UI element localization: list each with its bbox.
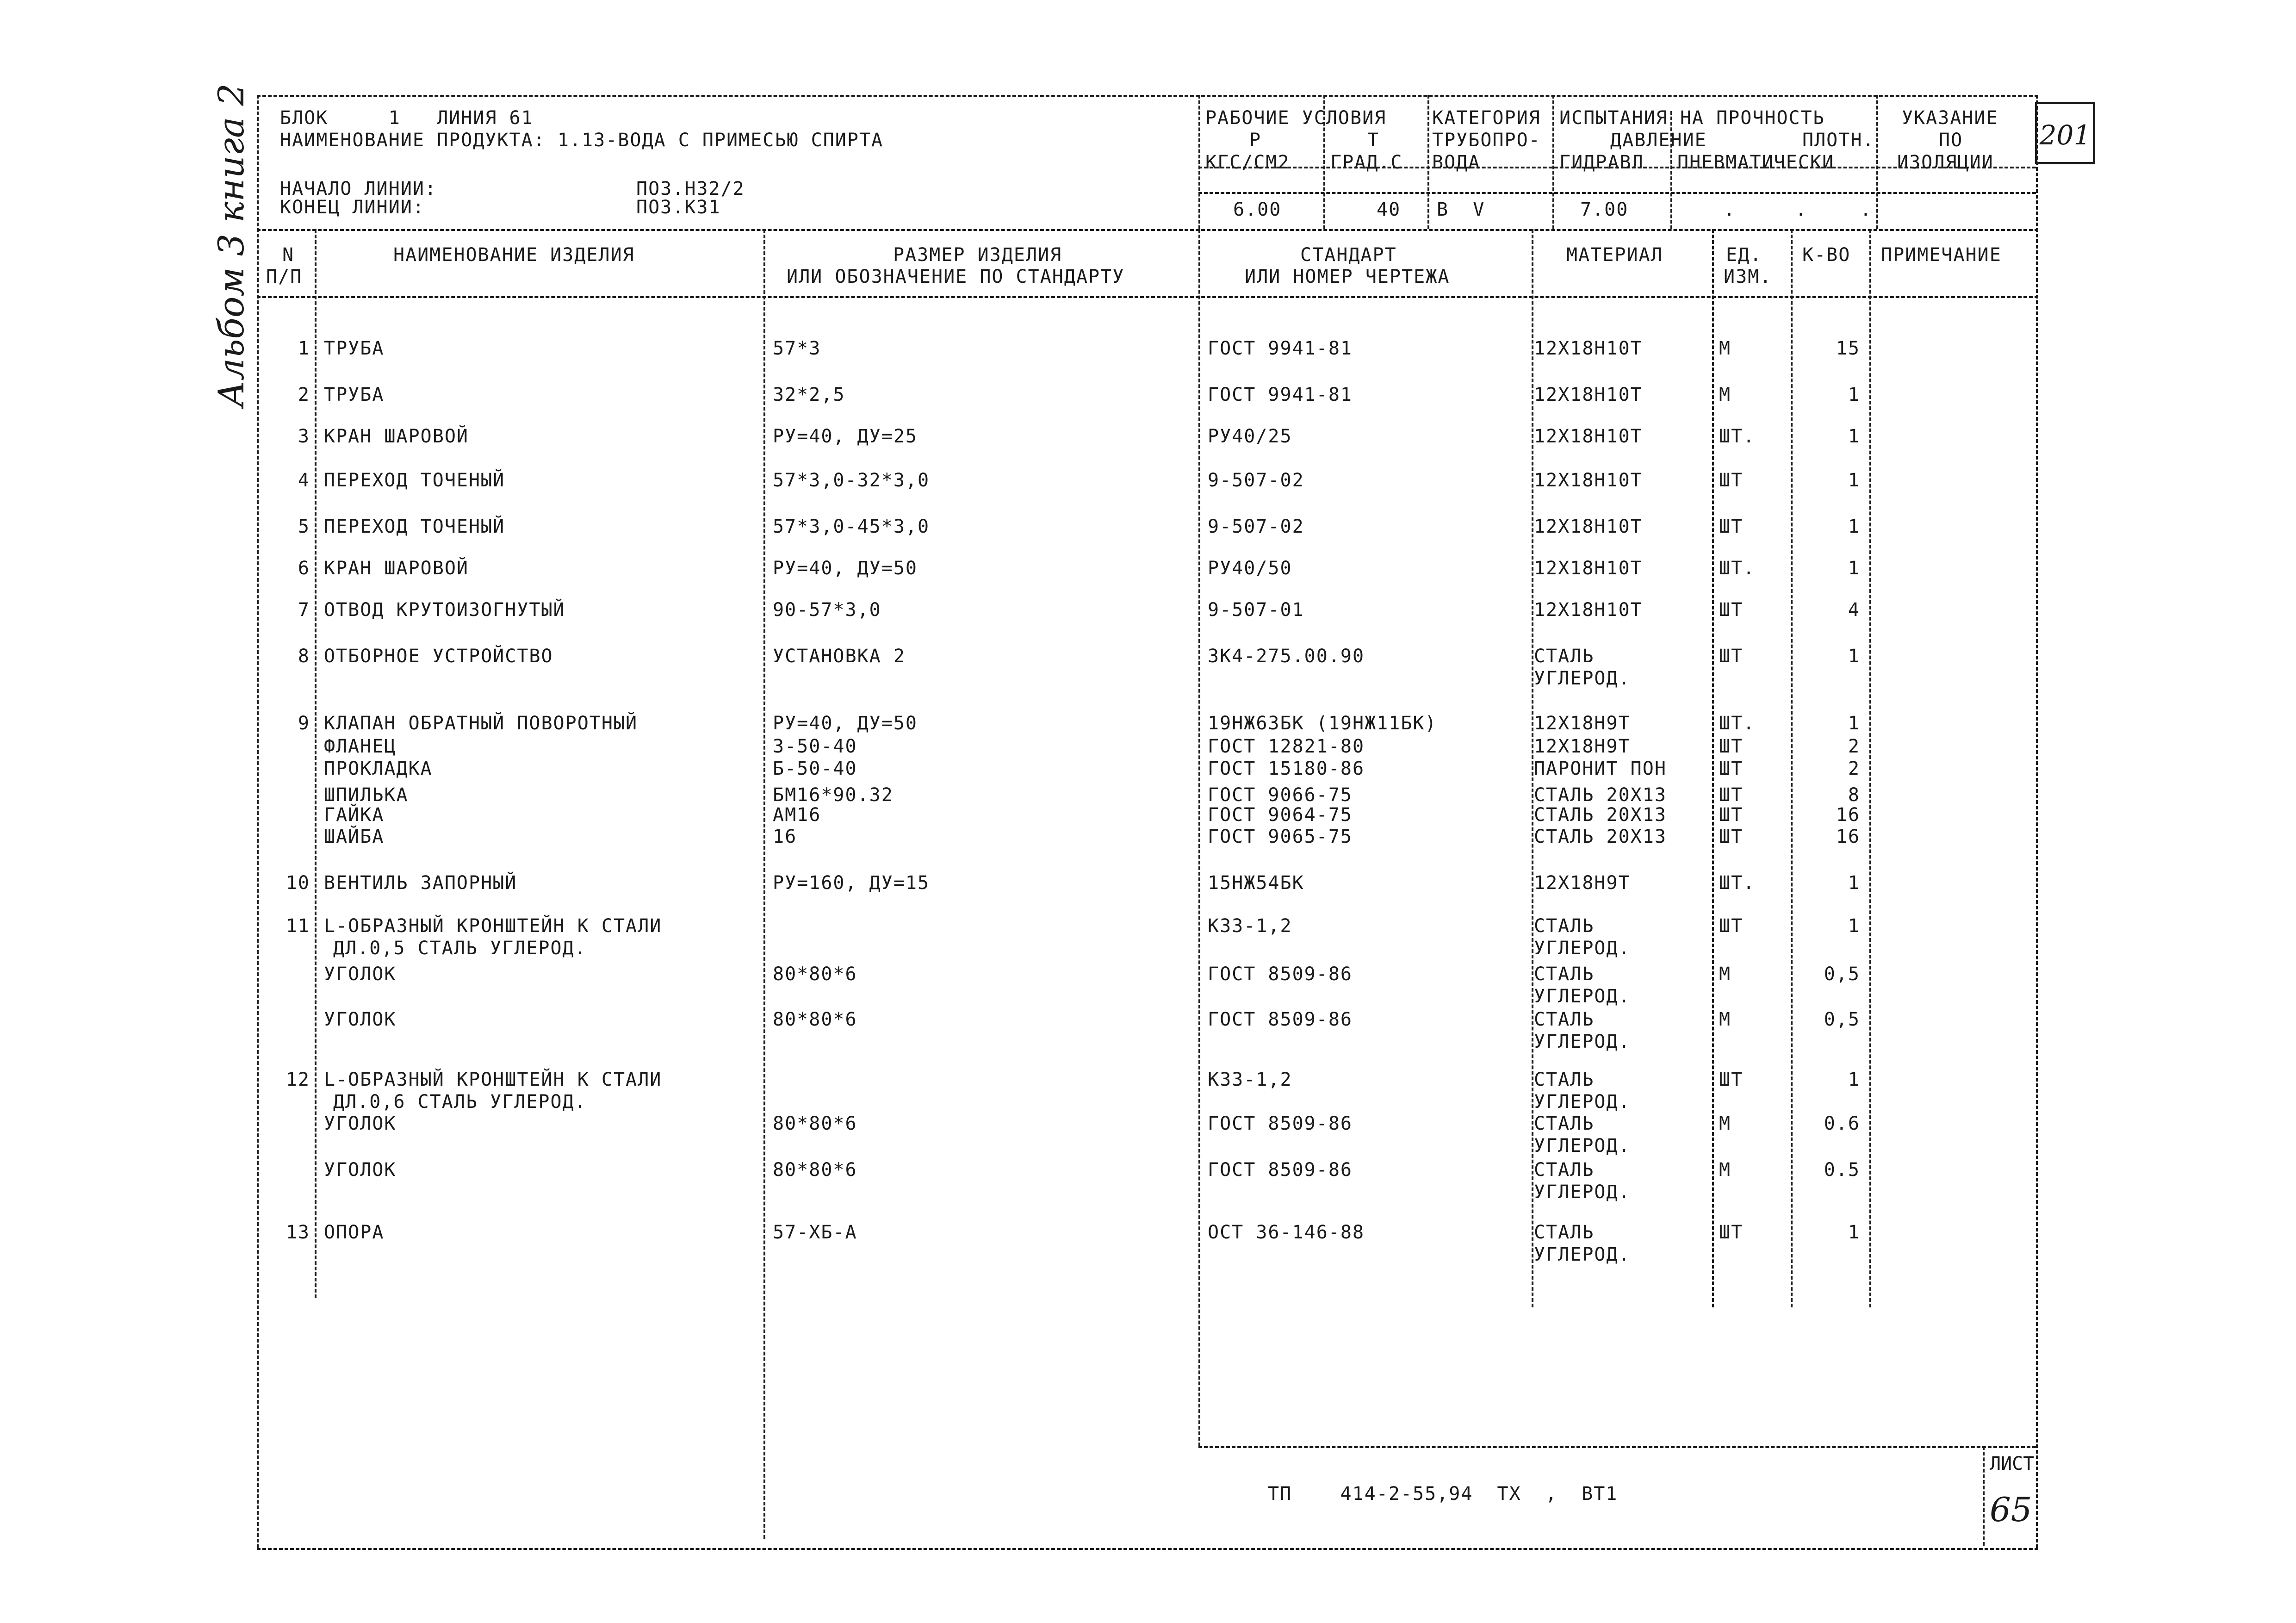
row-unit: ШТ xyxy=(1719,516,1744,537)
row-size: РУ=160, ДУ=15 xyxy=(773,872,930,894)
cond-work-title: РАБОЧИЕ УСЛОВИЯ xyxy=(1205,107,1387,129)
row-quantity: 1 xyxy=(1848,646,1860,667)
col-div-num xyxy=(315,229,316,1298)
row-standard: ГОСТ 8509-86 xyxy=(1208,1159,1353,1181)
row-size: 16 xyxy=(773,826,797,847)
colhead-std-2: ИЛИ НОМЕР ЧЕРТЕЖА xyxy=(1245,266,1450,287)
row-unit: ШТ xyxy=(1719,804,1744,826)
row-standard: ГОСТ 12821-80 xyxy=(1208,736,1365,757)
cond-val-hyd: 7.00 xyxy=(1580,199,1629,220)
row-material: 12Х18Н9Т xyxy=(1534,872,1631,894)
row-number: 3 xyxy=(298,426,310,447)
row-material: 12Х18Н10Т xyxy=(1534,426,1643,447)
row-quantity: 1 xyxy=(1848,713,1860,734)
cond-val-cat: В V xyxy=(1437,199,1485,220)
cond-val-p: 6.00 xyxy=(1233,199,1282,220)
row-standard: ГОСТ 8509-86 xyxy=(1208,964,1353,985)
row-material-detail: УГЛЕРОД. xyxy=(1534,1031,1631,1052)
row-standard: ГОСТ 9941-81 xyxy=(1208,338,1353,359)
doc-code: ТП 414-2-55,94 ТХ , ВТ1 xyxy=(1268,1483,1618,1505)
row-name: ПРОКЛАДКА xyxy=(324,758,433,779)
row-standard: ГОСТ 9066-75 xyxy=(1208,784,1353,806)
row-size: 80*80*6 xyxy=(773,1009,857,1030)
row-number: 5 xyxy=(298,516,310,537)
sheet-number: 65 xyxy=(1990,1490,2032,1529)
col-div-mat xyxy=(1712,229,1714,1307)
block-line: БЛОК 1 ЛИНИЯ 61 xyxy=(280,107,534,129)
row-number: 13 xyxy=(285,1222,310,1243)
row-number: 9 xyxy=(298,713,310,734)
row-quantity: 1 xyxy=(1848,516,1860,537)
colhead-unit-1: ЕД. xyxy=(1726,244,1762,266)
row-quantity: 16 xyxy=(1836,804,1860,826)
row-material-detail: УГЛЕРОД. xyxy=(1534,938,1631,959)
row-quantity: 4 xyxy=(1848,599,1860,621)
row-standard: ГОСТ 9941-81 xyxy=(1208,384,1353,405)
row-material: СТАЛЬ xyxy=(1534,1009,1595,1030)
row-material: СТАЛЬ 20Х13 xyxy=(1534,804,1667,826)
row-number: 1 xyxy=(298,338,310,359)
product-name: НАИМЕНОВАНИЕ ПРОДУКТА: 1.13-ВОДА С ПРИМЕСЬЮ СПИРТА xyxy=(280,130,884,151)
row-quantity: 0.5 xyxy=(1824,1159,1860,1181)
cond-p-unit: КГС/СМ2 xyxy=(1205,152,1290,173)
cond-div-3 xyxy=(1427,95,1429,229)
colhead-std-1: СТАНДАРТ xyxy=(1300,244,1397,266)
row-size: 80*80*6 xyxy=(773,964,857,985)
frame-right xyxy=(2036,95,2038,1548)
row-name: ГАЙКА xyxy=(324,804,385,826)
row-unit: ШТ xyxy=(1719,1222,1744,1243)
row-quantity: 2 xyxy=(1848,758,1860,779)
row-material: СТАЛЬ xyxy=(1534,915,1595,937)
row-material: СТАЛЬ xyxy=(1534,646,1595,667)
row-name: ОПОРА xyxy=(324,1222,385,1243)
row-unit: ШТ xyxy=(1719,470,1744,491)
row-standard: РУ40/50 xyxy=(1208,558,1292,579)
row-quantity: 1 xyxy=(1848,470,1860,491)
row-unit: М xyxy=(1719,1159,1731,1181)
row-name: ОТВОД КРУТОИЗОГНУТЫЙ xyxy=(324,599,565,621)
row-quantity: 15 xyxy=(1836,338,1860,359)
row-quantity: 2 xyxy=(1848,736,1860,757)
cond-val-dot2: . xyxy=(1795,199,1808,220)
row-quantity: 0.6 xyxy=(1824,1113,1860,1134)
cond-div-1 xyxy=(1198,95,1200,229)
frame-bottom xyxy=(257,1548,2038,1550)
row-quantity: 16 xyxy=(1836,826,1860,847)
row-quantity: 1 xyxy=(1848,384,1860,405)
row-name: ШПИЛЬКА xyxy=(324,784,409,806)
row-name: ВЕНТИЛЬ ЗАПОРНЫЙ xyxy=(324,872,517,894)
row-standard: ГОСТ 9064-75 xyxy=(1208,804,1353,826)
col-div-std xyxy=(1532,229,1533,1307)
row-size: 57-ХБ-А xyxy=(773,1222,857,1243)
cond-t: Т xyxy=(1367,130,1380,151)
colhead-size-1: РАЗМЕР ИЗДЕЛИЯ xyxy=(893,244,1062,266)
row-number: 8 xyxy=(298,646,310,667)
row-size: БМ16*90.32 xyxy=(773,784,894,806)
row-unit: ШТ xyxy=(1719,736,1744,757)
row-number: 2 xyxy=(298,384,310,405)
row-standard: К33-1,2 xyxy=(1208,1069,1292,1090)
row-quantity: 0,5 xyxy=(1824,964,1860,985)
row-size: 90-57*3,0 xyxy=(773,599,881,621)
row-size: АМ16 xyxy=(773,804,821,826)
row-standard: ГОСТ 15180-86 xyxy=(1208,758,1365,779)
row-size: 80*80*6 xyxy=(773,1159,857,1181)
row-size: 57*3 xyxy=(773,338,821,359)
colhead-size-2: ИЛИ ОБОЗНАЧЕНИЕ ПО СТАНДАРТУ xyxy=(787,266,1125,287)
row-quantity: 8 xyxy=(1848,784,1860,806)
row-name: L-ОБРАЗНЫЙ КРОНШТЕЙН К СТАЛИ xyxy=(324,1069,662,1090)
row-unit: М xyxy=(1719,338,1731,359)
row-material: 12Х18Н10Т xyxy=(1534,599,1643,621)
row-name: ТРУБА xyxy=(324,338,385,359)
row-unit: ШТ xyxy=(1719,599,1744,621)
cond-cat-2: ТРУБОПРО- xyxy=(1432,130,1541,151)
cond-div-6 xyxy=(1876,95,1878,229)
row-size: 57*3,0-45*3,0 xyxy=(773,516,930,537)
row-size: УСТАНОВКА 2 xyxy=(773,646,906,667)
colhead-note: ПРИМЕЧАНИЕ xyxy=(1881,244,2002,266)
row-material-detail: УГЛЕРОД. xyxy=(1534,986,1631,1007)
row-size: РУ=40, ДУ=50 xyxy=(773,558,918,579)
page-stamp: 201 xyxy=(2035,102,2095,164)
row-material: 12Х18Н10Т xyxy=(1534,338,1643,359)
row-size: Б-50-40 xyxy=(773,758,857,779)
row-number: 10 xyxy=(285,872,310,894)
row-material: 12Х18Н9Т xyxy=(1534,713,1631,734)
row-material: 12Х18Н10Т xyxy=(1534,384,1643,405)
row-quantity: 1 xyxy=(1848,915,1860,937)
footer-sep xyxy=(1198,1446,2036,1448)
row-material: СТАЛЬ xyxy=(1534,964,1595,985)
row-material: 12Х18Н10Т xyxy=(1534,558,1643,579)
row-name: L-ОБРАЗНЫЙ КРОНШТЕЙН К СТАЛИ xyxy=(324,915,662,937)
cond-val-dot3: . xyxy=(1860,199,1873,220)
row-material-detail: УГЛЕРОД. xyxy=(1534,1244,1631,1265)
row-unit: ШТ xyxy=(1719,915,1744,937)
row-material: ПАРОНИТ ПОН xyxy=(1534,758,1667,779)
row-material: СТАЛЬ xyxy=(1534,1159,1595,1181)
col-div-name xyxy=(763,229,765,1539)
row-material: 12Х18Н9Т xyxy=(1534,736,1631,757)
row-number: 6 xyxy=(298,558,310,579)
row-material: 12Х18Н10Т xyxy=(1534,516,1643,537)
row-standard: 15НЖ54БК xyxy=(1208,872,1304,894)
row-standard: РУ40/25 xyxy=(1208,426,1292,447)
row-material: 12Х18Н10Т xyxy=(1534,470,1643,491)
row-unit: ШТ. xyxy=(1719,713,1756,734)
row-material-detail: УГЛЕРОД. xyxy=(1534,1091,1631,1113)
cond-val-t: 40 xyxy=(1377,199,1401,220)
frame-top xyxy=(257,95,2038,97)
line-start-label: НАЧАЛО ЛИНИИ: xyxy=(280,178,437,199)
row-standard: 19НЖ63БК (19НЖ11БК) xyxy=(1208,713,1437,734)
colhead-num-2: П/П xyxy=(266,266,303,287)
row-unit: ШТ xyxy=(1719,826,1744,847)
row-standard: 9-507-01 xyxy=(1208,599,1304,621)
row-unit: ШТ xyxy=(1719,784,1744,806)
row-size: 80*80*6 xyxy=(773,1113,857,1134)
row-quantity: 1 xyxy=(1848,558,1860,579)
cond-cat-3: ВОДА xyxy=(1432,152,1481,173)
cond-test-hyd: ГИДРАВЛ xyxy=(1559,152,1644,173)
row-standard: К33-1,2 xyxy=(1208,915,1292,937)
row-quantity: 1 xyxy=(1848,872,1860,894)
row-name: ТРУБА xyxy=(324,384,385,405)
row-size: РУ=40, ДУ=50 xyxy=(773,713,918,734)
row-size: 32*2,5 xyxy=(773,384,845,405)
cond-ins-3: ИЗОЛЯЦИИ xyxy=(1897,152,1994,173)
line-start-value: ПОЗ.Н32/2 xyxy=(636,178,745,199)
row-size: 3-50-40 xyxy=(773,736,857,757)
row-name: УГОЛОК xyxy=(324,1159,397,1181)
row-quantity: 1 xyxy=(1848,1069,1860,1090)
col-div-size xyxy=(1198,229,1200,1446)
row-material-detail: УГЛЕРОД. xyxy=(1534,668,1631,689)
row-name: УГОЛОК xyxy=(324,964,397,985)
row-unit: М xyxy=(1719,1113,1731,1134)
row-unit: М xyxy=(1719,1009,1731,1030)
colhead-qty: К-ВО xyxy=(1802,244,1851,266)
col-div-qty xyxy=(1869,229,1871,1307)
row-standard: ОСТ 36-146-88 xyxy=(1208,1222,1365,1243)
colhead-material: МАТЕРИАЛ xyxy=(1566,244,1663,266)
row-unit: ШТ xyxy=(1719,1069,1744,1090)
row-number: 7 xyxy=(298,599,310,621)
row-standard: 9-507-02 xyxy=(1208,470,1304,491)
header-sep-3 xyxy=(257,229,2038,231)
row-size: 57*3,0-32*3,0 xyxy=(773,470,930,491)
cond-div-5 xyxy=(1670,111,1672,229)
row-number: 11 xyxy=(285,915,310,937)
row-material-detail: УГЛЕРОД. xyxy=(1534,1181,1631,1203)
cond-div-4 xyxy=(1552,95,1554,229)
row-material: СТАЛЬ 20Х13 xyxy=(1534,826,1667,847)
cond-val-dot1: . xyxy=(1724,199,1736,220)
row-standard: ГОСТ 8509-86 xyxy=(1208,1113,1353,1134)
colhead-num-1: N xyxy=(282,244,295,266)
row-name: УГОЛОК xyxy=(324,1009,397,1030)
row-standard: ГОСТ 9065-75 xyxy=(1208,826,1353,847)
row-name-detail: ДЛ.0,5 СТАЛЬ УГЛЕРОД. xyxy=(333,938,587,959)
cond-t-unit: ГРАД.С xyxy=(1330,152,1403,173)
row-material: СТАЛЬ 20Х13 xyxy=(1534,784,1667,806)
row-standard: 9-507-02 xyxy=(1208,516,1304,537)
row-material: СТАЛЬ xyxy=(1534,1069,1595,1090)
cond-ins-2: ПО xyxy=(1939,130,1963,151)
col-div-footer xyxy=(1983,1446,1985,1546)
row-standard: ГОСТ 8509-86 xyxy=(1208,1009,1353,1030)
line-end-value: ПОЗ.К31 xyxy=(636,197,721,218)
row-unit: ШТ. xyxy=(1719,872,1756,894)
row-number: 4 xyxy=(298,470,310,491)
cond-cat-1: КАТЕГОРИЯ xyxy=(1432,107,1541,129)
row-name: ФЛАНЕЦ xyxy=(324,736,397,757)
cond-test-pn: ПНЕВМАТИЧЕСКИ xyxy=(1677,152,1835,173)
colhead-sep xyxy=(257,296,2038,298)
sheet-label: ЛИСТ xyxy=(1990,1453,2035,1474)
colhead-name: НАИМЕНОВАНИЕ ИЗДЕЛИЯ xyxy=(393,244,635,266)
row-name: КЛАПАН ОБРАТНЫЙ ПОВОРОТНЫЙ xyxy=(324,713,638,734)
row-name: УГОЛОК xyxy=(324,1113,397,1134)
cond-test-3: ПЛОТН. xyxy=(1802,130,1875,151)
row-quantity: 1 xyxy=(1848,1222,1860,1243)
row-name-detail: ДЛ.0,6 СТАЛЬ УГЛЕРОД. xyxy=(333,1091,587,1113)
row-size: РУ=40, ДУ=25 xyxy=(773,426,918,447)
row-unit: ШТ. xyxy=(1719,558,1756,579)
row-quantity: 0,5 xyxy=(1824,1009,1860,1030)
colhead-unit-2: ИЗМ. xyxy=(1724,266,1772,287)
row-unit: ШТ xyxy=(1719,646,1744,667)
line-end-label: КОНЕЦ ЛИНИИ: xyxy=(280,197,425,218)
row-name: ПЕРЕХОД ТОЧЕНЫЙ xyxy=(324,516,505,537)
frame-left xyxy=(257,95,259,1548)
row-name: ШАЙБА xyxy=(324,826,385,847)
row-standard: 3К4-275.00.90 xyxy=(1208,646,1365,667)
row-unit: М xyxy=(1719,384,1731,405)
row-material-detail: УГЛЕРОД. xyxy=(1534,1135,1631,1157)
cond-test-1: ИСПЫТАНИЯ НА ПРОЧНОСТЬ xyxy=(1559,107,1825,129)
cond-p: Р xyxy=(1249,130,1262,151)
row-name: КРАН ШАРОВОЙ xyxy=(324,558,469,579)
cond-ins-1: УКАЗАНИЕ xyxy=(1902,107,1998,129)
row-unit: ШТ. xyxy=(1719,426,1756,447)
row-name: ОТБОРНОЕ УСТРОЙСТВО xyxy=(324,646,553,667)
cond-test-2: ДАВЛЕНИЕ xyxy=(1610,130,1707,151)
row-material: СТАЛЬ xyxy=(1534,1113,1595,1134)
row-unit: М xyxy=(1719,964,1731,985)
row-name: ПЕРЕХОД ТОЧЕНЫЙ xyxy=(324,470,505,491)
row-unit: ШТ xyxy=(1719,758,1744,779)
row-name: КРАН ШАРОВОЙ xyxy=(324,426,469,447)
row-material: СТАЛЬ xyxy=(1534,1222,1595,1243)
row-number: 12 xyxy=(285,1069,310,1090)
row-quantity: 1 xyxy=(1848,426,1860,447)
